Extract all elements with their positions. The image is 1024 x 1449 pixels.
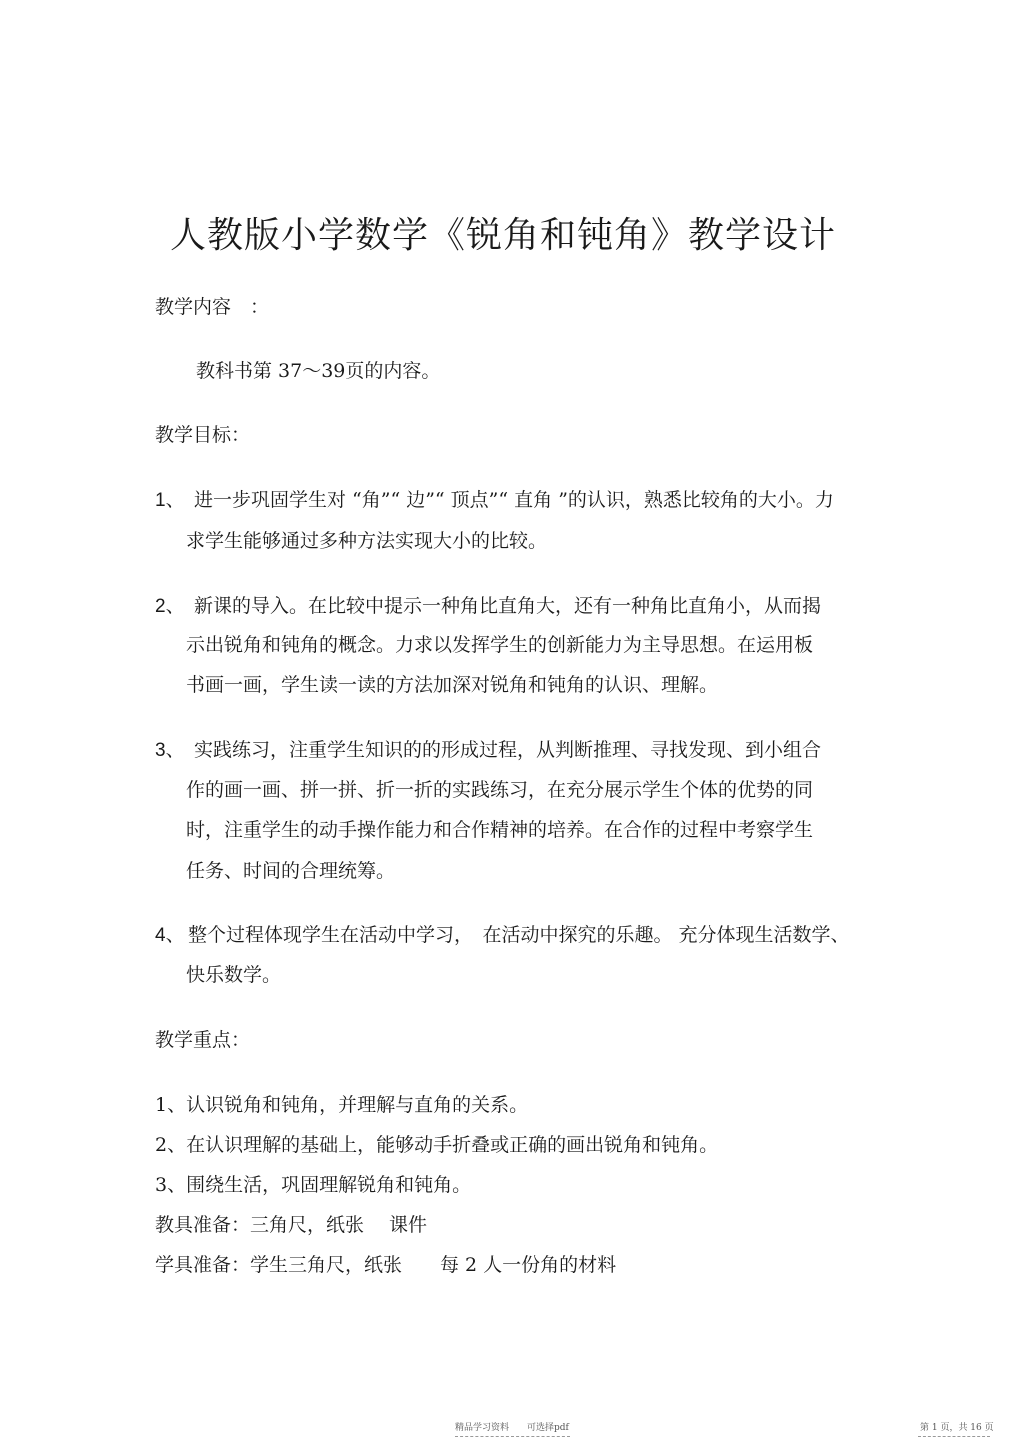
heading-key-points: 教学重点： (155, 1029, 251, 1051)
goal-1-number: 1、 (155, 490, 185, 511)
footer-page-number: 第 1 页，共 16 页 (920, 1423, 994, 1433)
goal-2-line-3: 书画一画，学生读一读的方法加深对锐角和钝角的认识、理解。 (186, 674, 719, 696)
goal-3-line-1: 实践练习，注重学生知识的的形成过程，从判断推理、寻找发现、到小组合 (194, 739, 822, 761)
goal-2-line-2: 示出锐角和钝角的概念。力求以发挥学生的创新能力为主导思想。在运用板 (186, 634, 814, 656)
goal-3-number: 3、 (155, 740, 185, 761)
teacher-materials: 教具准备：三角尺，纸张 课件 (155, 1214, 428, 1236)
footer-left-text: 精品学习资料 可选择pdf (455, 1423, 569, 1433)
goal-1-line-2: 求学生能够通过多种方法实现大小的比较。 (186, 530, 548, 552)
goal-2-number: 2、 (155, 596, 185, 617)
goal-4-line-2: 快乐数学。 (186, 964, 282, 986)
student-materials: 学具准备：学生三角尺，纸张 每 2 人一份角的材料 (155, 1254, 617, 1276)
content-text: 教科书第 37～39页的内容。 (196, 360, 441, 382)
key-point-1: 1、认识锐角和钝角，并理解与直角的关系。 (155, 1094, 529, 1116)
heading-content: 教学内容 ： (155, 296, 270, 318)
footer-left-dashes (455, 1436, 570, 1437)
goal-4-number: 4、 (155, 925, 185, 946)
footer-right-dashes (918, 1436, 990, 1437)
goal-3-line-2: 作的画一画、拼一拼、折一折的实践练习，在充分展示学生个体的优势的同 (186, 779, 814, 801)
goal-1-line-1: 进一步巩固学生对 “角”“ 边”“ 顶点”“ 直角 ”的认识，熟悉比较角的大小。力 (194, 489, 834, 511)
goal-3-line-3: 时，注重学生的动手操作能力和合作精神的培养。在合作的过程中考察学生 (186, 819, 814, 841)
key-point-2: 2、在认识理解的基础上，能够动手折叠或正确的画出锐角和钝角。 (155, 1134, 719, 1156)
goal-4-line-1: 整个过程体现学生在活动中学习， 在活动中探究的乐趣。 充分体现生活数学、 (188, 924, 850, 946)
document-title: 人教版小学数学《锐角和钝角》教学设计 (170, 215, 837, 256)
goal-2-line-1: 新课的导入。在比较中提示一种角比直角大，还有一种角比直角小，从而揭 (194, 595, 822, 617)
heading-goals: 教学目标： (155, 424, 251, 446)
goal-3-line-4: 任务、时间的合理统筹。 (186, 860, 396, 882)
key-point-3: 3、围绕生活，巩固理解锐角和钝角。 (155, 1174, 472, 1196)
